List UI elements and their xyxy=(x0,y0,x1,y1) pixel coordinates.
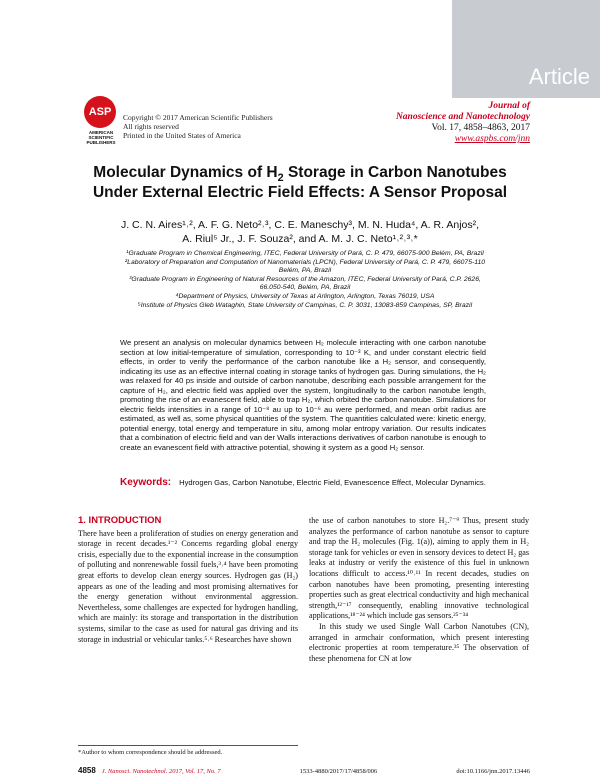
title-subscript: 2 xyxy=(277,172,284,185)
copyright-line: All rights reserved xyxy=(123,122,179,131)
doi: doi:10.1166/jnn.2017.13446 xyxy=(456,768,530,775)
page-number: 4858 xyxy=(78,766,96,775)
title-text: Storage in Carbon Nanotubes xyxy=(283,164,507,181)
author-list xyxy=(0,218,600,246)
article-label: Article xyxy=(528,64,590,89)
body-column-right xyxy=(309,516,529,664)
affiliation: ⁵Institute of Physics Gleb Wataghin, State University of Campinas, C. P. 3031, 13083-859 Campinas, SP, Brazil xyxy=(137,301,473,309)
body-column-left xyxy=(78,516,298,645)
paragraph: the use of carbon nanotubes to store H₂.⁷⁻⁹ Thus, present study analyzes the performance of carbon nanotube as sensor to capture and trap the H₂ molecules (Fig. 1(a)), aiming to apply them in H₂ storage tank for vehicles or even in sensory devices to detect H₂ gas leaks at industry or verify the existence of this fuel in unknown locations difficult to access.¹⁰˒¹¹ In recent decades, studies on carbon nanotubes have been promoting, presenting interesting properties such as great electrical conductivity and high mechanical strength,¹²⁻¹⁷ consequently, enabling innovative technological applications,¹⁸⁻²⁴ which include gas sensors.²⁵⁻³⁴ xyxy=(309,516,529,621)
affiliation: ⁴Department of Physics, University of Texas at Arlington, Arlington, Texas 76019, USA xyxy=(175,292,435,300)
publisher-line: PUBLISHERS xyxy=(86,140,116,145)
publisher-line: SCIENTIFIC xyxy=(88,135,114,140)
keywords xyxy=(120,478,486,488)
issn: 1533-4880/2017/17/4858/006 xyxy=(299,768,378,775)
copyright-block xyxy=(123,113,273,140)
journal-volume: Vol. 17, 4858–4863, 2017 xyxy=(431,123,530,133)
article-type-tab xyxy=(452,0,600,98)
author-line: A. Riul⁵ Jr., J. F. Souza², and A. M. J. C. Neto¹˒²˒³˒* xyxy=(182,233,418,245)
journal-name: Nanoscience and Nanotechnology xyxy=(395,112,530,122)
paper-title xyxy=(0,163,600,203)
footnote: *Author to whom correspondence should be addressed. xyxy=(78,745,298,756)
copyright-line: Printed in the United States of America xyxy=(123,131,241,140)
journal-url-link[interactable]: www.aspbs.com/jnn xyxy=(454,134,530,144)
affiliation: ¹Graduate Program in Chemical Engineering, ITEC, Federal University of Pará, C. P. 479, 66075-900 Belém, PA, Brazil xyxy=(126,250,484,257)
journal-name: Journal of xyxy=(488,101,530,111)
page-footer xyxy=(78,766,530,775)
section-heading: 1. INTRODUCTION xyxy=(78,515,162,526)
abstract: We present an analysis on molecular dynamics between H₂ molecule interacting with one carbon nanotube section at low initial-temperature of simulation, corresponding to 10⁻³ K, and under constant electric field effects, in order to verify the performance of the carbon nanotube like a H₂ sensor, and consequently, indicating its use as an effective internal coating in storage tanks of hydrogen gas. During simulations, the H₂ was relaxed for 40 ps inside and outside of carbon nanotube, describing each possible arrangement for the capture of H₂, and electric field was applied over the system, longitudinally to the carbon nanotube length, promoting the rise of an evanescent field, able to trap H₂, which orbited the carbon nanotube. Simulations for electric fields intensities in a range of 10⁻⁸ au up to 10⁻⁶ au were performed, and mean orbit radius are estimated, as well as, some physical quantities of the system. The quantities calculated were: kinetic energy, potential energy, total energy and temperature in situ, among molar entropy variation. Our results indicates that a combination of electric field and van der Walls interactions derivatives of carbon nanotube is enough to create an evanescent field with attractive potential, showing it system as a good H₂ sensor. xyxy=(120,338,486,452)
asp-logo-icon: ASP xyxy=(84,96,116,128)
paragraph: In this study we used Single Wall Carbon Nanotubes (CN), arranged in armchair conformation, which present interesting electronic properties at room temperature.³⁵ The observation of these phenomena for CN at low xyxy=(309,621,529,663)
affiliations xyxy=(120,250,490,310)
copyright-line: Copyright © 2017 American Scientific Publishers xyxy=(123,113,273,122)
publisher-line: AMERICAN xyxy=(88,130,114,135)
affiliation: ³Graduate Program in Engineering of Natural Resources of the Amazon, ITEC, Federal University of Pará, C.P. 2626, 66.050-540, Belém, PA, Brazil xyxy=(129,275,481,292)
title-text: Molecular Dynamics of H xyxy=(93,164,278,181)
author-line: J. C. N. Aires¹˒², A. F. G. Neto²˒³, C. E. Maneschy³, M. N. Huda⁴, A. R. Anjos², xyxy=(120,219,480,231)
publisher-logo xyxy=(78,96,124,145)
keywords-text: Hydrogen Gas, Carbon Nanotube, Electric Field, Evanescence Effect, Molecular Dynamics. xyxy=(179,478,486,487)
keywords-label: Keywords: xyxy=(120,477,172,488)
title-line: Under External Electric Field Effects: A Sensor Proposal xyxy=(92,184,508,201)
paragraph: There have been a proliferation of studies on energy generation and storage in recent decades.¹⁻² Concerns regarding global energy crisis, especially due to the exponential increase in the consumption of polluting and nonrenewable fossil fuels,³˒⁴ have been promoting great efforts to develop clean energy sources. Hydrogen gas (H₂) appears as one of the leading and most promising alternatives for the energy generation without environmental aggression. Nevertheless, some challenges are expected for hydrogen handling, which are mainly: its storage and transportation in the distribution systems, similar to the case as used for natural gas driving and its storage in industrial or vehicular tanks.⁵˒⁶ Researches have shown xyxy=(78,528,298,644)
journal-info xyxy=(396,101,530,145)
affiliation: ²Laboratory of Preparation and Computation of Nanomaterials (LPCN), Federal University of Pará, C. P. 479, 66075-110 Belém, PA, Brazil xyxy=(124,258,486,275)
journal-reference: J. Nanosci. Nanotechnol. 2017, Vol. 17, No. 7 xyxy=(101,768,221,775)
